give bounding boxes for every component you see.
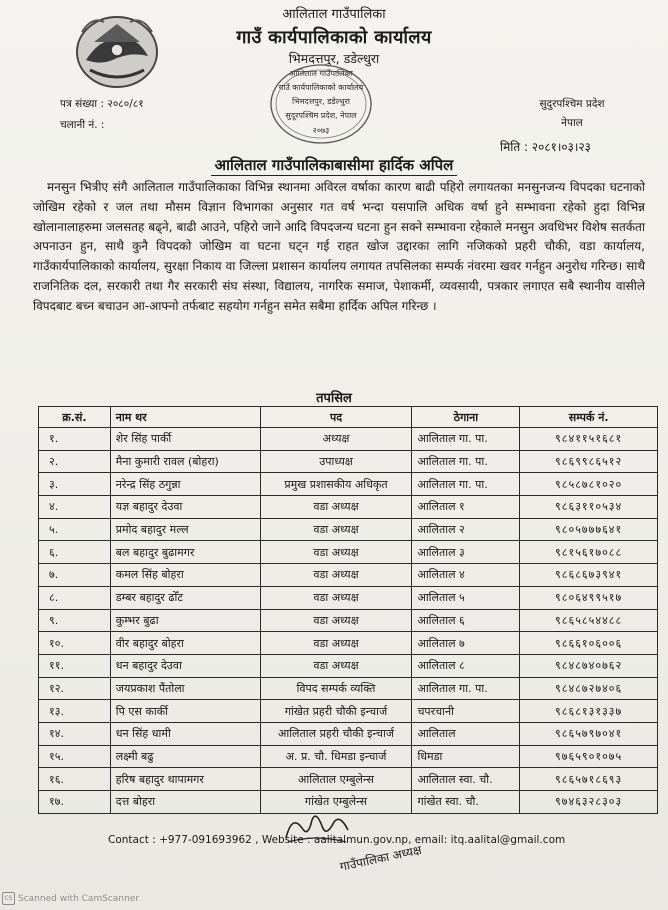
cell-position: वडा अध्यक्ष — [260, 632, 412, 655]
cell-address: आलिताल ३ — [412, 541, 520, 564]
cell-position: विपद सम्पर्क व्यक्ति — [260, 677, 412, 700]
letter-date: मिति : २०८१।०३।२३ — [500, 140, 591, 154]
cell-serial: १२. — [39, 677, 111, 700]
table-row — [39, 654, 658, 677]
header-name: नाम थर — [110, 407, 260, 428]
cell-name: मैना कुमारी रावल (बोहरा) — [110, 450, 260, 473]
cell-phone: ९८६५७१८६९३ — [520, 768, 658, 791]
cell-position: वडा अध्यक्ष — [260, 586, 412, 609]
scanner-watermark — [2, 892, 139, 905]
cell-name: पि एस कार्की — [110, 700, 260, 723]
cell-serial: २. — [39, 450, 111, 473]
cell-address: आलिताल १ — [412, 496, 520, 519]
table-row — [39, 632, 658, 655]
cell-name: बल बहादुर बुढामगर — [110, 541, 260, 564]
camscanner-icon: CS — [2, 892, 15, 905]
cell-name: वीर बहादुर बोहरा — [110, 632, 260, 655]
signature-title: गाउँपालिका अध्यक्ष — [338, 842, 423, 874]
cell-phone: ९८६९९८६५१२ — [520, 450, 658, 473]
cell-phone: ९८०५७७७६४१ — [520, 518, 658, 541]
reference-number: पत्र संख्या : २०८०/८१ — [60, 98, 144, 110]
cell-name: धन सिंह धामी — [110, 722, 260, 745]
cell-address: आलिताल गा. पा. — [412, 428, 520, 451]
cell-name: लक्ष्मी बढु — [110, 745, 260, 768]
table-row — [39, 745, 658, 768]
cell-position: आलिताल प्रहरी चौकी इन्चार्ज — [260, 722, 412, 745]
header-phone: सम्पर्क नं. — [520, 407, 658, 428]
cell-serial: ७. — [39, 564, 111, 587]
cell-position: उपाध्यक्ष — [260, 450, 412, 473]
table-row — [39, 586, 658, 609]
notice-title — [0, 155, 668, 175]
table-row — [39, 677, 658, 700]
cell-address: गांखेत स्वा. चौ. — [412, 791, 520, 814]
municipality-name: आलिताल गाउँपालिका — [282, 7, 386, 22]
cell-phone: ९८४८७२७४०६ — [520, 677, 658, 700]
office-address: भिमदत्तपुर, डडेल्धुरा — [288, 51, 380, 66]
table-row — [39, 541, 658, 564]
cell-address: आलिताल ८ — [412, 654, 520, 677]
cell-phone: ९७४६३२८३०३ — [520, 791, 658, 814]
cell-serial: ९. — [39, 609, 111, 632]
contact-footer: Contact : +977-091693962 , Website : aalitalmun.gov.np, email: itq.aalital@gmail.com — [108, 834, 566, 846]
cell-phone: ९८४११५१६८१ — [520, 428, 658, 451]
cell-position: अ. प्र. चौ. धिमडा इन्चार्ज — [260, 745, 412, 768]
cell-serial: ४. — [39, 496, 111, 519]
cell-position: गांखेत एम्बुलेन्स — [260, 791, 412, 814]
cell-address: आलिताल — [412, 722, 520, 745]
cell-serial: १६. — [39, 768, 111, 791]
cell-phone: ९८४८७४०७६२ — [520, 654, 658, 677]
office-stamp — [268, 62, 374, 146]
cell-name: प्रमोद बहादुर मल्ल — [110, 518, 260, 541]
cell-address: आलिताल ५ — [412, 586, 520, 609]
country-name: नेपाल — [561, 117, 583, 129]
cell-serial: ५. — [39, 518, 111, 541]
cell-position: प्रमुख प्रशासकीय अधिकृत — [260, 473, 412, 496]
cell-address: आलिताल २ — [412, 518, 520, 541]
notice-title-text: आलिताल गाउँपालिकाबासीमा हार्दिक अपिल — [211, 156, 458, 176]
cell-phone: ९८६५८५४४८८ — [520, 609, 658, 632]
cell-address: धिमडा — [412, 745, 520, 768]
cell-phone: ९८१५६१७०८८ — [520, 541, 658, 564]
cell-serial: १३. — [39, 700, 111, 723]
cell-name: हरिष बहादुर थापामगर — [110, 768, 260, 791]
stamp-year: २०७३ — [312, 126, 330, 135]
table-row — [39, 496, 658, 519]
cell-name: दत्त बोहरा — [110, 791, 260, 814]
stamp-line: भिमदत्तपुर, डडेल्धुरा — [292, 97, 350, 106]
list-title — [0, 388, 668, 406]
cell-name: नरेन्द्र सिंह ठगुन्ना — [110, 473, 260, 496]
cell-serial: १४. — [39, 722, 111, 745]
cell-address: आलिताल स्वा. चौ. — [412, 768, 520, 791]
contact-table — [38, 406, 658, 814]
table-row — [39, 722, 658, 745]
cell-position: गांखेत प्रहरी चौकी इन्चार्ज — [260, 700, 412, 723]
cell-serial: ११. — [39, 654, 111, 677]
cell-serial: १७. — [39, 791, 111, 814]
cell-position: वडा अध्यक्ष — [260, 518, 412, 541]
cell-address: आलिताल गा. पा. — [412, 450, 520, 473]
table-row — [39, 473, 658, 496]
cell-name: शेर सिंह पार्की — [110, 428, 260, 451]
cell-address: आलिताल ४ — [412, 564, 520, 587]
cell-position: वडा अध्यक्ष — [260, 496, 412, 519]
header-serial: क्र.सं. — [39, 407, 111, 428]
cell-name: कमल सिंह बोहरा — [110, 564, 260, 587]
cell-serial: १०. — [39, 632, 111, 655]
table-row — [39, 428, 658, 451]
table-row — [39, 700, 658, 723]
table-row — [39, 450, 658, 473]
cell-name: धन बहादुर देउवा — [110, 654, 260, 677]
stamp-line: सुदूरपश्चिम प्रदेश, नेपाल — [285, 111, 357, 120]
cell-phone: ९८५८७८१०२० — [520, 473, 658, 496]
cell-position: वडा अध्यक्ष — [260, 654, 412, 677]
cell-phone: ९८०६४९९५१७ — [520, 586, 658, 609]
cell-phone: ९८६८१३१३३७ — [520, 700, 658, 723]
cell-serial: ३. — [39, 473, 111, 496]
table-row — [39, 768, 658, 791]
office-name: गाउँ कार्यपालिकाको कार्यालय — [236, 27, 432, 48]
cell-address: आलिताल ६ — [412, 609, 520, 632]
cell-phone: ९८६८६७३९४१ — [520, 564, 658, 587]
province-name: सुदुरपश्चिम प्रदेश — [539, 98, 605, 110]
cell-name: यज्ञ बहादुर देउवा — [110, 496, 260, 519]
cell-phone: ९८६३११०५३४ — [520, 496, 658, 519]
cell-phone: ९८६५७९७०४१ — [520, 722, 658, 745]
cell-address: चपरचानी — [412, 700, 520, 723]
cell-address: आलिताल गा. पा. — [412, 677, 520, 700]
cell-name: डम्बर बहादुर ढोँट — [110, 586, 260, 609]
cell-serial: १. — [39, 428, 111, 451]
table-row — [39, 609, 658, 632]
table-header-row — [39, 407, 658, 428]
cell-phone: ९८६६१०६००६ — [520, 632, 658, 655]
cell-position: वडा अध्यक्ष — [260, 541, 412, 564]
cell-serial: १५. — [39, 745, 111, 768]
cell-serial: ६. — [39, 541, 111, 564]
cell-position: वडा अध्यक्ष — [260, 564, 412, 587]
dispatch-number: चलानी नं. : — [60, 119, 105, 131]
stamp-line: गाउँ कार्यपालिकाको कार्यालय — [278, 83, 364, 92]
header-address: ठेगाना — [412, 407, 520, 428]
cell-serial: ८. — [39, 586, 111, 609]
notice-body: मनसुन भित्रीए संगै आलिताल गाउँपालिकाका विभिन्न स्थानमा अविरल वर्षाका कारण बाढी पहिरो लगायतका मनसुनजन्य विपदका घटनाको जोखिम रहेको र जल तथा मौसम विज्ञान विभागका अनुसार गत वर्ष भन्दा यसपालि अधिक वर्षा हुने सम्भावना रहेको हुदा विभिन्न खोलानालाहरुमा जलसतह बढ्ने, बाढी आउने, पहिरो जाने आदि विपदजन्य घटना हुन सक्ने सम्भावना रहेकाले मनसुन अवधिभर विशेष सतर्कता अपनाउन हुन, साथै कुनै विपदको जोखिम वा घटना घट्न गई राहत खोज उद्दारका लागि नजिकको प्रहरी चौकी, वडा कार्यालय, गाउँकार्यपालिकाको कार्यालय, सुरक्षा निकाय वा जिल्ला प्रशासन कार्यालय लगायत तपसिलका सम्पर्क नंवरमा खवर गर्नहुन अनुरोध गरिन्छ। साथै राजनितिक दल, सरकारी तथा गैर सरकारी संघ संस्था, विद्यालय, नागरिक समाज, पेशाकर्मी, व्यवसायी, पत्रकार लगाएत सबै स्थानीय वासीले विपदबाट बच्न बचाउन आ-आफ्नो तर्फबाट सहयोग गर्नहुन समेत सबैमा हार्दिक अपिल गरिन्छ । — [33, 180, 645, 313]
cell-position: वडा अध्यक्ष — [260, 609, 412, 632]
cell-address: आलिताल गा. पा. — [412, 473, 520, 496]
cell-position: अध्यक्ष — [260, 428, 412, 451]
stamp-line: आलिताल गाउँपालिका — [289, 69, 353, 78]
header-position: पद — [260, 407, 412, 428]
scanner-label: Scanned with CamScanner — [18, 893, 140, 904]
cell-name: जयप्रकाश पैंतोला — [110, 677, 260, 700]
cell-phone: ९७६५९०१०७५ — [520, 745, 658, 768]
cell-position: आलिताल एम्बुलेन्स — [260, 768, 412, 791]
table-body — [39, 428, 658, 814]
cell-address: आलिताल ७ — [412, 632, 520, 655]
cell-name: कुम्भर बुढा — [110, 609, 260, 632]
table-row — [39, 518, 658, 541]
table-row — [39, 564, 658, 587]
list-title-text: तपसिल — [313, 391, 355, 407]
